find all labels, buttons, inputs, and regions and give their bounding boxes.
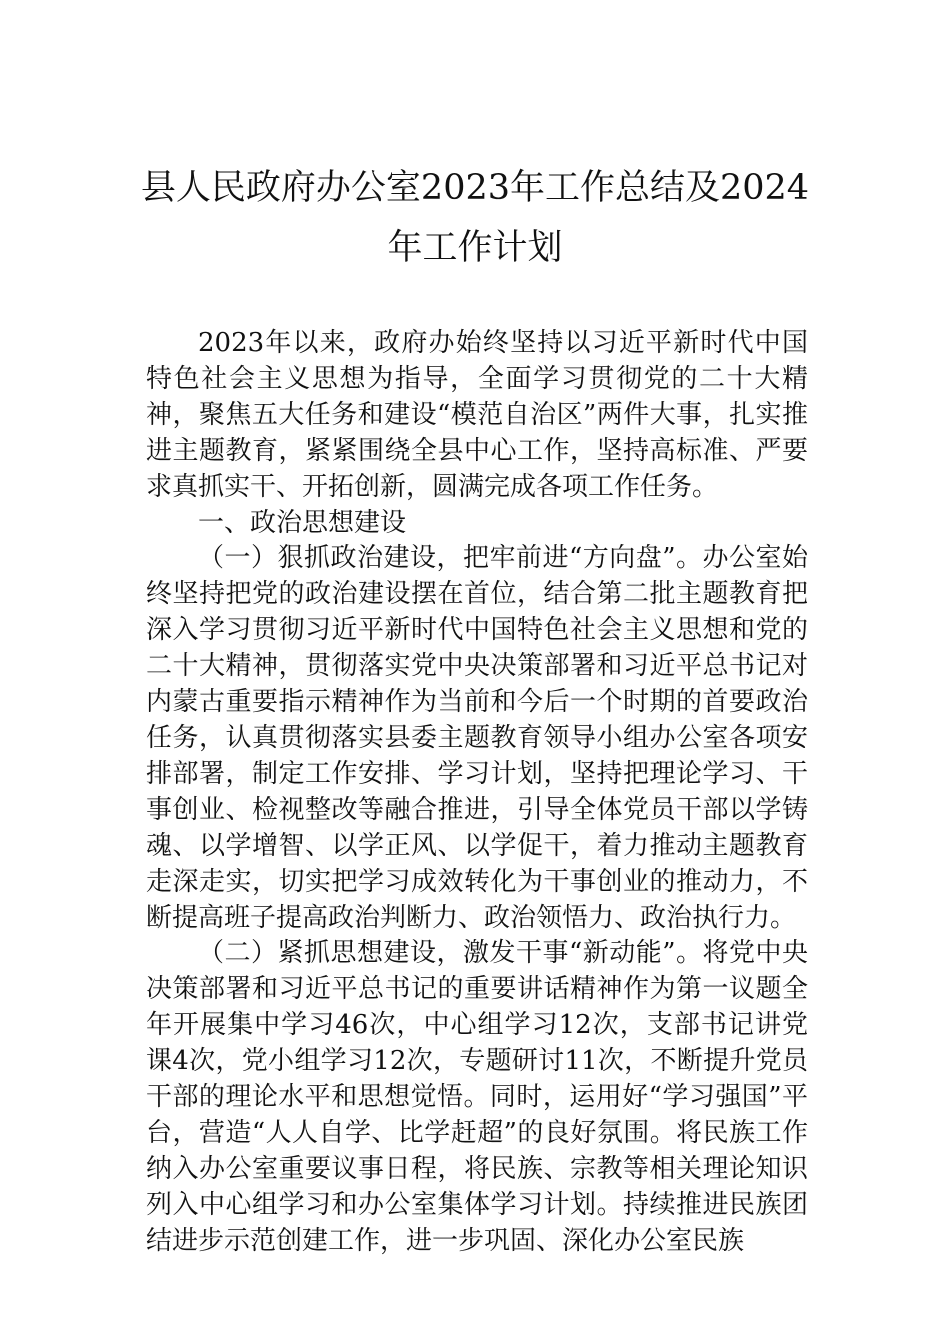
intro-paragraph: 2023年以来，政府办始终坚持以习近平新时代中国特色社会主义思想为指导，全面学习贯彻党的二十大精神，聚焦五大任务和建设“模范自治区”两件大事，扎实推进主题教育，紧紧围绕全县中心工作，坚持高标准、严要求真抓实干、开拓创新，圆满完成各项工作任务。	[146, 328, 808, 502]
title-line-2: 年工作计划	[387, 228, 563, 268]
paragraph-ideological-construction: （二）紧抓思想建设，激发干事“新动能”。将党中央决策部署和习近平总书记的重要讲话精神作为第一议题全年开展集中学习46次，中心组学习12次，支部书记讲党课4次，党小组学习12次，专题研讨11次，不断提升党员干部的理论水平和思想觉悟。同时，运用好“学习强国”平台，营造“人人自学、比学赶超”的良好氛围。将民族工作纳入办公室重要议事日程，将民族、宗教等相关理论知识列入中心组学习和办公室集体学习计划。持续推进民族团结进步示范创建工作，进一步巩固、深化办公室民族	[146, 938, 808, 1256]
title-line-1: 县人民政府办公室2023年工作总结及2024	[140, 168, 810, 208]
document-body	[146, 326, 808, 1260]
document-title	[135, 158, 815, 278]
section-heading-political-ideology: 一、政治思想建设	[198, 507, 407, 538]
paragraph-political-construction: （一）狠抓政治建设，把牢前进“方向盘”。办公室始终坚持把党的政治建设摆在首位，结合第二批主题教育把深入学习贯彻习近平新时代中国特色社会主义思想和党的二十大精神，贯彻落实党中央决策部署和习近平总书记对内蒙古重要指示精神作为当前和今后一个时期的首要政治任务，认真贯彻落实县委主题教育领导小组办公室各项安排部署，制定工作安排、学习计划，坚持把理论学习、干事创业、检视整改等融合推进，引导全体党员干部以学铸魂、以学增智、以学正风、以学促干，着力推动主题教育走深走实，切实把学习成效转化为干事创业的推动力，不断提高班子提高政治判断力、政治领悟力、政治执行力。	[146, 543, 808, 933]
